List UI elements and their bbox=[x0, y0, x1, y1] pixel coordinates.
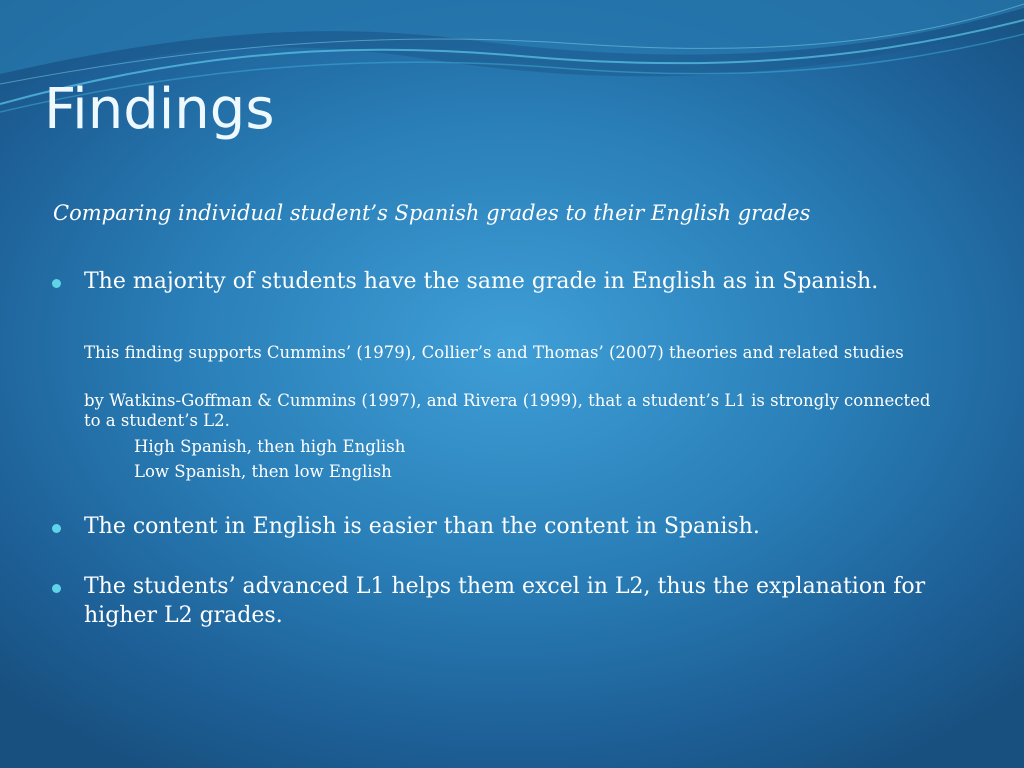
slide-subtitle: Comparing individual student’s Spanish grades to their English grades bbox=[53, 201, 811, 225]
bullet-item bbox=[52, 573, 972, 630]
note-example: Low Spanish, then low English bbox=[134, 462, 392, 481]
bullet-dot-icon bbox=[52, 524, 61, 533]
bullet-item bbox=[52, 268, 972, 297]
note-paragraph: by Watkins-Goffman & Cummins (1997), and Rivera (1999), that a student’s L1 is strongly connected to a student’s L2. bbox=[84, 391, 931, 430]
slide-title: Findings bbox=[44, 77, 275, 142]
note-paragraph: This finding supports Cummins’ (1979), Collier’s and Thomas’ (2007) theories and related studies bbox=[84, 343, 904, 362]
note-example: High Spanish, then high English bbox=[134, 437, 406, 456]
bullet-dot-icon bbox=[52, 279, 61, 288]
bullet-text: The content in English is easier than the content in Spanish. bbox=[84, 514, 760, 539]
bullet-dot-icon bbox=[52, 584, 61, 593]
bullet-text: The students’ advanced L1 helps them excel in L2, thus the explanation for higher L2 grades. bbox=[84, 574, 926, 628]
bullet-text: The majority of students have the same grade in English as in Spanish. bbox=[84, 269, 879, 294]
bullet-item bbox=[52, 513, 972, 542]
